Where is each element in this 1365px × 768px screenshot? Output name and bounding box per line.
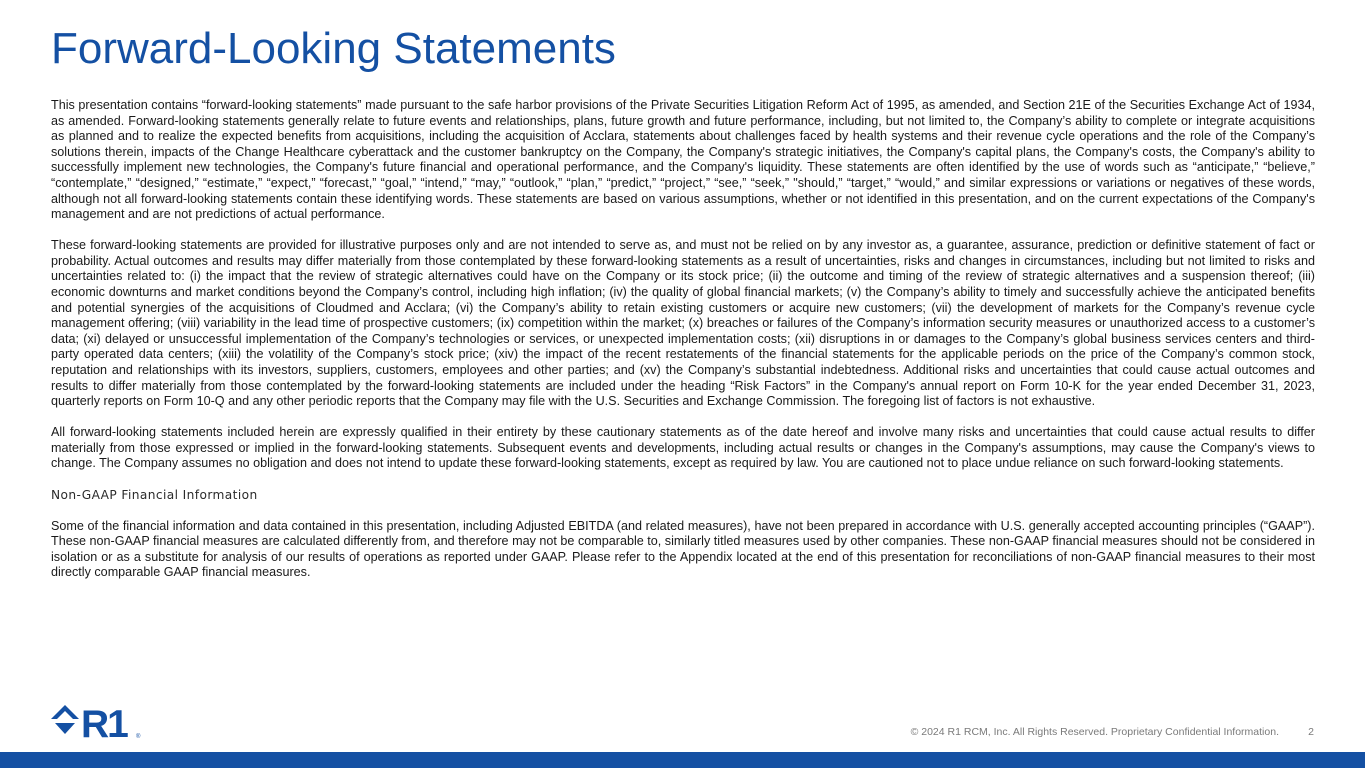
paragraph-forward-looking-intro: This presentation contains “forward-looking statements” made pursuant to the safe harbor provisions of the Private Securities Litigation Reform Act of 1995, as amended, and Section 21E of the Securities Exchange Act of 1934, as amended. Forward-looking statements generally relate to future events and relationships, plans, future growth and future performance, including, but not limited to, the Company’s ability to complete or integrate acquisitions as planned and to realize the expected benefits from acquisitions, including the acquisition of Acclara, statements about challenges faced by health systems and their revenue cycle operations and the role of the Company’s solutions therein, impacts of the Change Healthcare cyberattack and the customer bankruptcy on the Company, the Company's strategic initiatives, the Company's capital plans, the Company's costs, the Company's ability to successfully implement new technologies, the Company's future financial and operational performance, and the Company's liquidity. These statements are often identified by the use of words such as “anticipate,” “believe,” “contemplate,” “designed,” “estimate,” “expect,” “forecast,” “goal,” “intend,” “may,” “outlook,” “plan,” “predict,” “project,” “see,” “seek,” "should,” “target,” “would,” and similar expressions or variations or negatives of these words, although not all forward-looking statements contain these identifying words. These statements are based on various assumptions, whether or not identified in this presentation, and on the current expectations of the Company's management and are not predictions of actual performance. <box>51 98 1315 222</box>
disclaimer-body <box>51 98 1315 597</box>
footer-brand-bar <box>0 752 1365 768</box>
r1-logo-registered-mark: ® <box>136 734 141 740</box>
paragraph-qualification: All forward-looking statements included herein are expressly qualified in their entirety by these cautionary statements as of the date hereof and involve many risks and uncertainties that could cause actual results to differ materially from those expressed or implied in the forward-looking statements. Subsequent events and developments, including actual results or changes in the Company's assumptions, may cause the Company's views to change. The Company assumes no obligation and does not intend to update these forward-looking statements, except as required by law. You are cautioned not to place undue reliance on such forward-looking statements. <box>51 425 1315 471</box>
r1-logo-wordmark: R1 <box>81 703 127 740</box>
r1-logo-arrow-icon <box>55 723 75 734</box>
page-title: Forward-Looking Statements <box>51 24 616 73</box>
paragraph-risk-factors: These forward-looking statements are provided for illustrative purposes only and are not intended to serve as, and must not be relied on by any investor as, a guarantee, assurance, prediction or definitive statement of fact or probability. Actual outcomes and results may differ materially from those contemplated by these forward-looking statements as a result of uncertainties, risks and changes in circumstances, including but not limited to risks and uncertainties related to: (i) the impact that the review of strategic alternatives could have on the Company or its stock price; (ii) the outcome and timing of the review of strategic alternatives and a suspension thereof; (iii) economic downturns and market conditions beyond the Company’s control, including high inflation; (iv) the quality of global financial markets; (v) the Company’s ability to timely and successfully achieve the anticipated benefits and potential synergies of the acquisitions of Cloudmed and Acclara; (vi) the Company’s ability to retain existing customers or acquire new customers; (vii) the development of markets for the Company’s revenue cycle management offering; (viii) variability in the lead time of prospective customers; (ix) competition within the market; (x) breaches or failures of the Company’s information security measures or unauthorized access to a customer’s data; (xi) delayed or unsuccessful implementation of the Company’s technologies or services, or unexpected implementation costs; (xii) disruptions in or damages to the Company’s global business services centers and third-party operated data centers; (xiii) the volatility of the Company’s stock price; (xiv) the impact of the recent restatements of the financial statements for the applicable periods on the price of the Company’s common stock, reputation and relationships with its investors, suppliers, customers, employees and other parties; and (xv) the Company’s substantial indebtedness. Additional risks and uncertainties that could cause actual outcomes and results to differ materially from those contemplated by the forward-looking statements are included under the heading “Risk Factors” in the Company's annual report on Form 10-K for the year ended December 31, 2023, quarterly reports on Form 10-Q and any other periodic reports that the Company may file with the U.S. Securities and Exchange Commission. The foregoing list of factors is not exhaustive. <box>51 238 1315 409</box>
section-heading-non-gaap: Non-GAAP Financial Information <box>51 487 258 502</box>
r1-logo <box>51 700 146 740</box>
paragraph-non-gaap: Some of the financial information and data contained in this presentation, including Adjusted EBITDA (and related measures), have not been prepared in accordance with U.S. generally accepted accounting principles (“GAAP”). These non-GAAP financial measures are calculated differently from, and therefore may not be comparable to, similarly titled measures used by other companies. These non-GAAP financial measures should not be considered in isolation or as a substitute for analysis of our results of operations as reported under GAAP. Please refer to the Appendix located at the end of this presentation for reconciliations of non-GAAP financial measures to their most directly comparable GAAP financial measures. <box>51 518 1315 580</box>
copyright-notice: © 2024 R1 RCM, Inc. All Rights Reserved. Proprietary Confidential Information. <box>910 726 1279 738</box>
page-number: 2 <box>1308 726 1314 738</box>
r1-logo-chevron-icon <box>51 705 79 719</box>
